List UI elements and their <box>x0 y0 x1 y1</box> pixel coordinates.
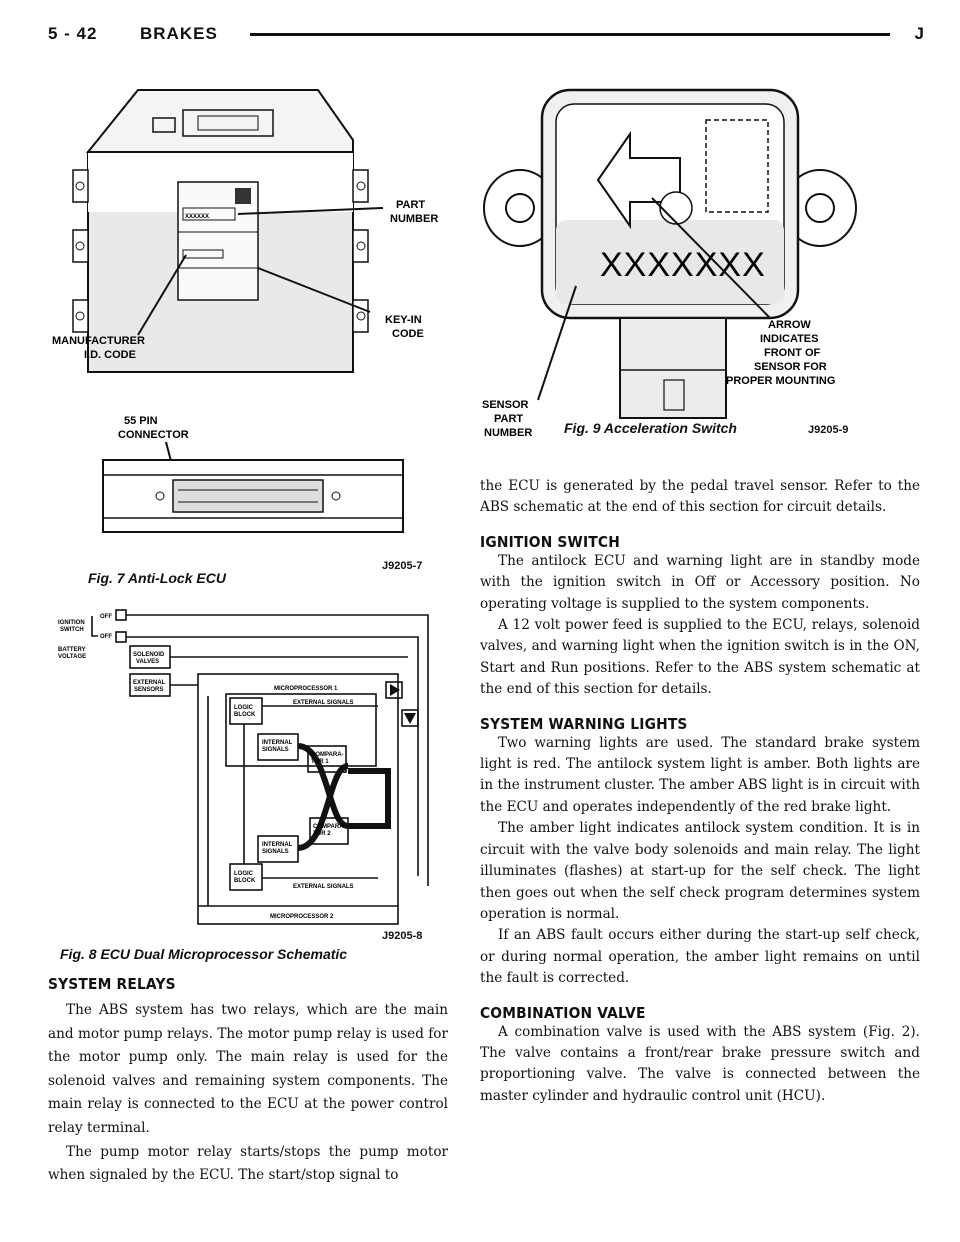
paragraph-relays-1: The ABS system has two relays, which are the main and motor pump relays. The motor pump relay is used for the motor pump only. The main relay is used for the solenoid valves and remaining system components. The main relay is connected to the ECU at the power control relay terminal. <box>48 1002 448 1136</box>
comparator-2-label-b: TOR 2 <box>313 831 331 837</box>
label-front-of: FRONT OF <box>764 347 821 359</box>
paragraph-relays-2: The pump motor relay starts/stops the pump motor when signaled by the ECU. The start/stop signal to <box>48 1143 448 1184</box>
paragraph-ignition-1: The antilock ECU and warning light are in standby mode with the ignition switch in Off or Accessory position. No operating voltage is supplied to the system components. <box>480 552 920 612</box>
acceleration-switch-illustration <box>480 80 920 440</box>
label-part: PART <box>396 199 426 211</box>
switch-label: SWITCH <box>60 627 84 633</box>
off-label-b: OFF <box>100 634 112 640</box>
valves-label: VALVES <box>136 659 160 665</box>
label-part: PART <box>494 413 524 425</box>
paragraph-warning-3: If an ABS fault occurs either during the start-up self check, or during normal operation, the amber light remains on until the fault is corrected. <box>480 927 920 987</box>
internal-label-b: INTERNAL <box>262 842 293 848</box>
sensor-code: XXXXXXX <box>600 246 766 284</box>
figure-ecu-schematic <box>48 596 448 968</box>
label-code: CODE <box>392 328 424 340</box>
figure-caption: Fig. 9 Acceleration Switch <box>564 420 737 436</box>
left-column-text <box>48 975 448 1188</box>
paragraph-warning-1: Two warning lights are used. The standard brake system light is red. The antilock system light is amber. Both lights are in the instrument cluster. The amber ABS light is in circuit with the ECU and operates independently of the red brake light. <box>480 734 920 815</box>
signals-label-b: SIGNALS <box>262 849 289 855</box>
comparator-1-label-b: TOR 1 <box>311 759 329 765</box>
figure-anti-lock-ecu <box>48 80 448 590</box>
microprocessor-1-label: MICROPROCESSOR 1 <box>274 686 338 692</box>
logic-label-a: LOGIC <box>234 705 253 711</box>
external-signals-a: EXTERNAL SIGNALS <box>293 700 354 706</box>
comparator-1-label-a: COMPARA- <box>311 752 344 758</box>
heading-warning-lights: SYSTEM WARNING LIGHTS <box>480 714 688 733</box>
battery-label: BATTERY <box>58 647 86 653</box>
label-key-in: KEY-IN <box>385 314 422 326</box>
schematic-illustration <box>48 596 448 928</box>
label-connector: CONNECTOR <box>118 429 189 441</box>
header-rule <box>250 33 890 36</box>
block-label-a: BLOCK <box>234 712 256 718</box>
microprocessor-2-label: MICROPROCESSOR 2 <box>270 914 334 920</box>
page-header <box>48 18 924 48</box>
label-proper-mounting: PROPER MOUNTING <box>726 375 836 387</box>
heading-ignition-switch: IGNITION SWITCH <box>480 532 620 551</box>
paragraph-warning-2: The amber light indicates antilock system condition. It is in circuit with the valve body solenoids and main relay. The light illuminates (flashes) at start-up for the self check. The light then goes out when the self check program determines system operation is normal. <box>480 820 920 922</box>
paragraph-ignition-2: A 12 volt power feed is supplied to the ECU, relays, solenoid valves, and warning light when the ignition switch is in the ON, Start and Run positions. Refer to the ABS system schematic at the end of this section for details. <box>480 617 920 698</box>
figure-ref: J9205-9 <box>808 424 849 436</box>
right-column-text <box>480 476 920 1107</box>
label-indicates: INDICATES <box>760 333 819 345</box>
off-label-a: OFF <box>100 614 112 620</box>
internal-label-a: INTERNAL <box>262 740 293 746</box>
logic-label-b: LOGIC <box>234 871 253 877</box>
label-number: NUMBER <box>390 213 439 225</box>
sensors-label: SENSORS <box>134 687 164 693</box>
comparator-2-label-a: COMPARA- <box>313 824 346 830</box>
signals-label-a: SIGNALS <box>262 747 289 753</box>
label-55-pin: 55 PIN <box>124 415 158 427</box>
paragraph-relays-continued: the ECU is generated by the pedal travel sensor. Refer to the ABS schematic at the end of this section for circuit details. <box>480 478 920 516</box>
external-signals-b: EXTERNAL SIGNALS <box>293 884 354 890</box>
block-label-b: BLOCK <box>234 878 256 884</box>
label-manufacturer: MANUFACTURER <box>52 335 145 347</box>
label-sensor: SENSOR <box>482 399 529 411</box>
figure-acceleration-switch <box>480 80 920 468</box>
heading-system-relays: SYSTEM RELAYS <box>48 975 176 993</box>
solenoid-label: SOLENOID <box>133 652 165 658</box>
label-id-code: I.D. CODE <box>84 349 136 361</box>
section-title: BRAKES <box>140 24 218 43</box>
external-label: EXTERNAL <box>133 680 166 686</box>
ignition-label: IGNITION <box>58 620 85 626</box>
figure-caption: Fig. 8 ECU Dual Microprocessor Schematic <box>60 946 348 962</box>
figure-caption: Fig. 7 Anti-Lock ECU <box>88 570 226 586</box>
part-number-sample: XXXXXX <box>185 214 210 220</box>
ecu-illustration <box>48 80 448 590</box>
edition-letter: J <box>914 24 924 43</box>
paragraph-combination-1: A combination valve is used with the ABS system (Fig. 2). The valve contains a front/rear brake pressure switch and proportioning valve. The valve is connected between the master cylinder and hydraulic control unit (HCU). <box>480 1023 920 1104</box>
label-sensor-for: SENSOR FOR <box>754 361 827 373</box>
voltage-label: VOLTAGE <box>58 654 87 660</box>
page-number: 5 - 42 <box>48 24 98 43</box>
label-number: NUMBER <box>484 427 533 439</box>
label-arrow: ARROW <box>768 319 811 331</box>
figure-ref: J9205-8 <box>382 930 423 942</box>
figure-ref: J9205-7 <box>382 560 423 572</box>
heading-combination-valve: COMBINATION VALVE <box>480 1003 646 1022</box>
